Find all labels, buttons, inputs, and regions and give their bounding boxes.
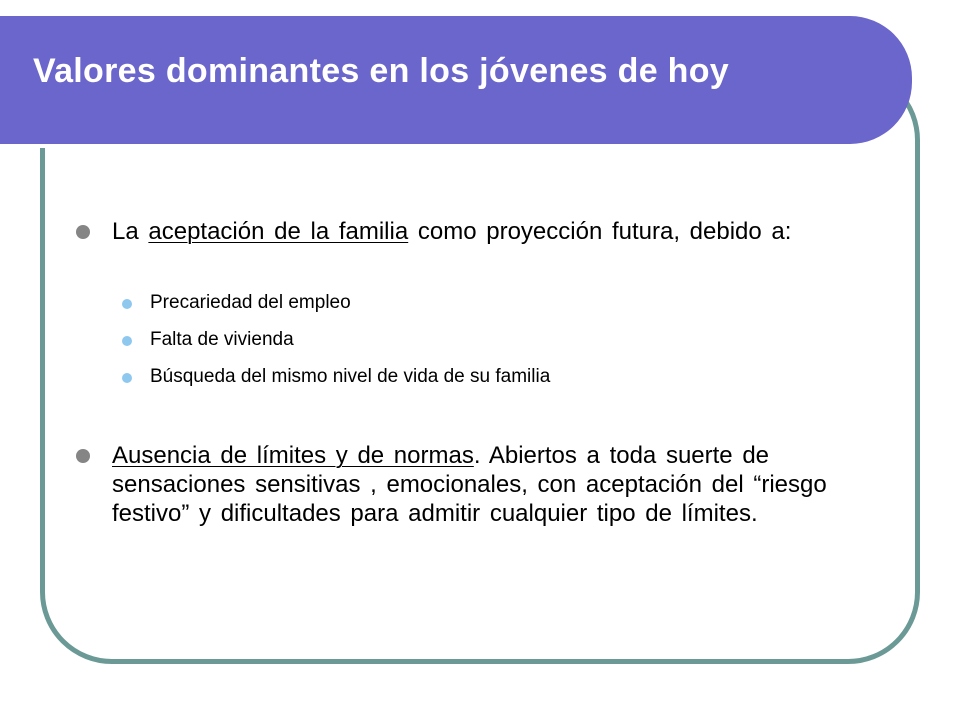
sub-bullet-text: Precariedad del empleo — [150, 292, 351, 313]
bullet-dot-icon — [76, 225, 90, 239]
bullet-item-familia — [112, 217, 872, 246]
sub-bullet-dot-icon — [122, 299, 132, 309]
sub-bullet-dot-icon — [122, 336, 132, 346]
slide-title: Valores dominantes en los jóvenes de hoy — [33, 52, 730, 90]
bullet-text-post: . Abiertos a toda suerte de sensaciones sensitivas , emocionales, con aceptación del “riesgo festivo” y dificultades para admitir cualquier tipo de límites. — [112, 442, 827, 527]
sub-bullet-item — [150, 328, 294, 352]
sub-bullet-text: Búsqueda del mismo nivel de vida de su familia — [150, 366, 551, 387]
sub-bullet-dot-icon — [122, 373, 132, 383]
sub-bullet-item — [150, 291, 351, 315]
bullet-text-pre: La — [112, 218, 149, 245]
bullet-text-underlined: Ausencia de límites y de normas — [112, 442, 474, 469]
sub-bullet-text: Falta de vivienda — [150, 329, 294, 350]
bullet-text-underlined: aceptación de la familia — [148, 218, 409, 245]
sub-bullet-item — [150, 365, 550, 389]
bullet-text-post: como proyección futura, debido a: — [408, 218, 792, 245]
bullet-dot-icon — [76, 449, 90, 463]
bullet-item-limites — [112, 441, 872, 528]
